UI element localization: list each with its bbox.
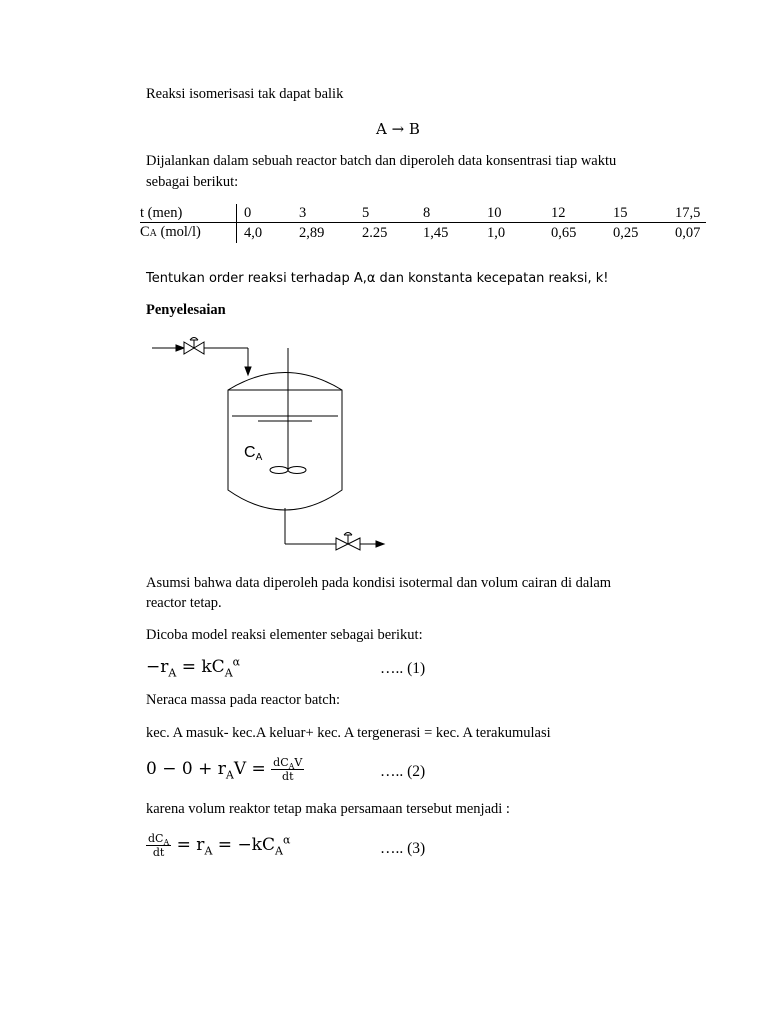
eq2-numerator bbox=[271, 756, 304, 770]
table-cell: 2,89 bbox=[299, 225, 325, 241]
eq2-lhs: 0 − 0 + r bbox=[146, 759, 226, 779]
eq1-mid-sub: A bbox=[224, 666, 233, 680]
table-cell: 1,0 bbox=[487, 225, 506, 241]
table-cell: 3 bbox=[292, 204, 355, 223]
eq2-num-pre: dC bbox=[273, 756, 289, 769]
eq1-lhs: −r bbox=[146, 657, 169, 677]
table-cell: 2.25 bbox=[362, 225, 388, 241]
time-header: t (men) bbox=[140, 204, 237, 223]
vessel-label-sub: A bbox=[255, 452, 263, 463]
inlet-valve-icon bbox=[184, 338, 204, 355]
assumption-line-1: Asumsi bahwa data diperoleh pada kondisi isotermal dan volum cairan di dalam bbox=[146, 575, 612, 591]
solution-heading: Penyelesaian bbox=[146, 302, 226, 318]
intro-text: Reaksi isomerisasi tak dapat balik bbox=[146, 86, 344, 102]
eq2-fraction bbox=[271, 756, 304, 783]
eq3-numerator bbox=[146, 832, 171, 846]
table-row-time bbox=[140, 204, 706, 223]
equation-1-number: ….. (1) bbox=[380, 660, 426, 677]
eq3-mid: = r bbox=[171, 835, 205, 855]
feed-arrow bbox=[245, 367, 251, 375]
eq2-num-post: V bbox=[294, 756, 303, 769]
task-text: Tentukan order reaksi terhadap A,α dan konstanta kecepatan reaksi, k! bbox=[146, 271, 609, 286]
table-cell: 4,0 bbox=[244, 225, 263, 241]
batch-reactor-diagram bbox=[140, 330, 400, 560]
eq3-denominator: dt bbox=[152, 846, 165, 859]
eq3-num-sub: A bbox=[163, 838, 170, 848]
table-row-concentration bbox=[140, 223, 706, 244]
table-cell: 8 bbox=[416, 204, 480, 223]
eq3-rhs: = −kC bbox=[212, 835, 275, 855]
table-cell: 0 bbox=[237, 204, 293, 223]
concentration-unit: (mol/l) bbox=[156, 224, 201, 240]
table-cell: 1,45 bbox=[423, 225, 449, 241]
concentration-symbol: C bbox=[140, 224, 150, 240]
constant-volume-text: karena volum reaktor tetap maka persamaan tersebut menjadi : bbox=[146, 801, 510, 817]
description-line-1: Dijalankan dalam sebuah reactor batch dan diperoleh data konsentrasi tiap waktu bbox=[146, 153, 617, 169]
table-cell: 0,25 bbox=[613, 225, 639, 241]
equation-3 bbox=[146, 832, 290, 859]
concentration-header bbox=[140, 223, 237, 244]
eq1-lhs-sub: A bbox=[168, 666, 177, 680]
equation-2-number: ….. (2) bbox=[380, 763, 426, 780]
table-cell: 15 bbox=[606, 204, 668, 223]
inlet-arrow bbox=[176, 345, 184, 351]
outlet-arrow bbox=[376, 541, 384, 547]
table-cell: 0,07 bbox=[675, 225, 701, 241]
equation-1 bbox=[146, 655, 241, 680]
concentration-table bbox=[140, 204, 706, 243]
mass-balance-words: kec. A masuk- kec.A keluar+ kec. A tergenerasi = kec. A terakumulasi bbox=[146, 725, 551, 741]
table-cell: 5 bbox=[355, 204, 416, 223]
table-cell: 10 bbox=[480, 204, 544, 223]
assumption-line-2: reactor tetap. bbox=[146, 595, 222, 611]
eq1-mid: = kC bbox=[176, 657, 225, 677]
table-cell: 0,65 bbox=[551, 225, 577, 241]
table-cell: 12 bbox=[544, 204, 606, 223]
eq2-denominator: dt bbox=[282, 770, 294, 783]
reaction-equation: A → B bbox=[376, 120, 420, 138]
eq3-fraction bbox=[146, 832, 171, 859]
eq3-rhs-sub: A bbox=[275, 844, 283, 858]
model-intro: Dicoba model reaksi elementer sebagai berikut: bbox=[146, 627, 423, 643]
eq2-lhs-tail: V = bbox=[233, 759, 272, 779]
eq2-num-sub: A bbox=[288, 762, 295, 772]
mass-balance-intro: Neraca massa pada reactor batch: bbox=[146, 692, 341, 708]
outlet-valve-icon bbox=[336, 533, 360, 551]
eq3-mid-sub: A bbox=[204, 844, 213, 858]
vessel-label-main: C bbox=[244, 444, 256, 461]
table-cell: 17,5 bbox=[668, 204, 706, 223]
reactor-vessel bbox=[228, 373, 342, 511]
vessel-label bbox=[244, 444, 263, 463]
description-line-2: sebagai berikut: bbox=[146, 174, 239, 190]
eq2-lhs-sub: A bbox=[225, 768, 234, 782]
equation-3-number: ….. (3) bbox=[380, 840, 426, 857]
equation-2 bbox=[146, 756, 304, 783]
eq3-sup: α bbox=[282, 833, 291, 847]
concentration-subscript: A bbox=[149, 228, 157, 239]
eq3-num-pre: dC bbox=[148, 832, 164, 845]
eq1-sup: α bbox=[232, 655, 241, 669]
